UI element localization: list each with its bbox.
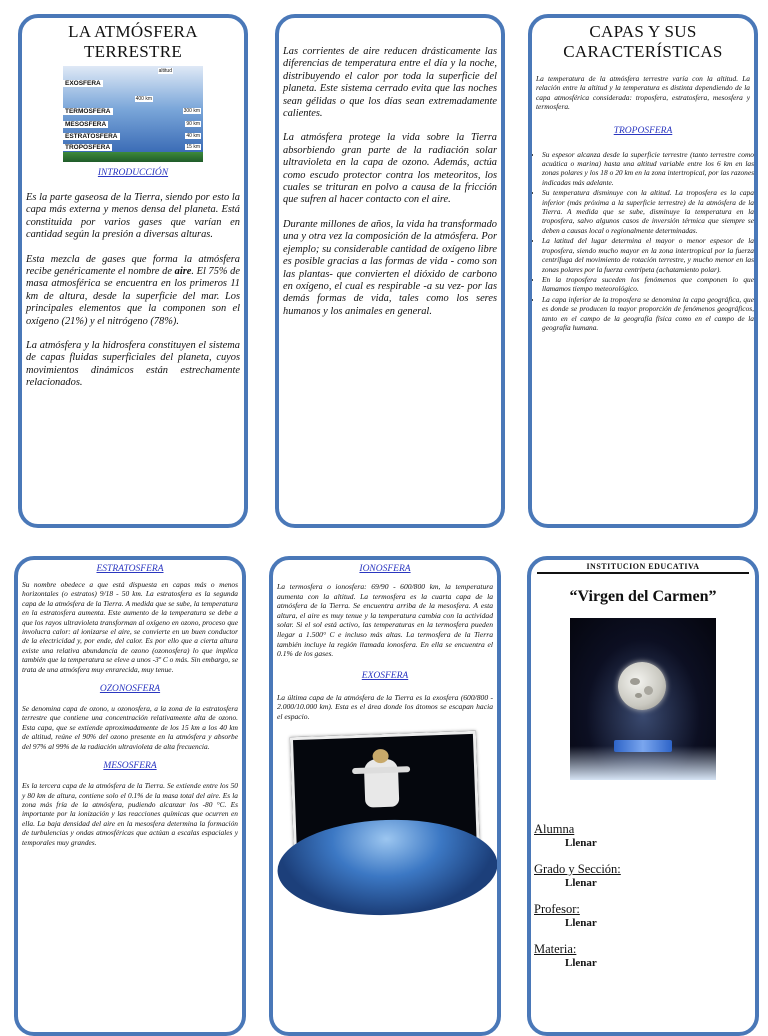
layer-troposfera: TROPOSFERA xyxy=(65,144,111,151)
layer-exosfera: EXOSFERA xyxy=(65,80,101,87)
layers-title-line-1: CAPAS Y SUS xyxy=(589,22,697,41)
heading-troposfera: TROPOSFERA xyxy=(613,125,673,136)
moon-photo xyxy=(570,618,716,780)
intro-paragraph-1: Es la parte gaseosa de la Tierra, siendo por esto la capa más externa y menos densa del planeta. Está constituida por varios gases que varían en cantidad según la presión a diversas alturas. xyxy=(26,192,240,241)
exosfera-text: La última capa de la atmósfera de la Tierra es la exosfera (600/800 - 2.000/10.000 km). Esta es el área donde los átomos se escapan hacia el espacio. xyxy=(277,692,493,721)
school-name: “Virgen del Carmen” xyxy=(569,588,717,605)
altitude-90: 90 km xyxy=(186,121,200,127)
panel-intro xyxy=(18,14,248,528)
student-fields xyxy=(531,822,755,969)
field-grado xyxy=(531,862,755,889)
title-line-2: TERRESTRE xyxy=(83,42,183,61)
heading-estratosfera: ESTRATOSFERA xyxy=(96,564,164,574)
list-item: • La capa inferior de la troposfera se denomina la capa geográfica, que es donde se producen la mayor proporción de fenómenos geográficos, tanto en el campo de la geografía física como en el campo de la geografía humana. xyxy=(542,295,754,333)
field-label: Profesor: xyxy=(534,902,580,916)
field-label: Grado y Sección: xyxy=(534,862,621,876)
astronaut-photo xyxy=(290,730,480,860)
heading-introduccion: INTRODUCCIÓN xyxy=(97,168,169,178)
institution-divider xyxy=(537,572,749,574)
intro-paragraph-3: La atmósfera y la hidrosfera constituyen el sistema de capas fluidas superficiales del planeta, cuyos movimientos dinámicos están estrechamente relacionados. xyxy=(26,340,240,389)
moon-icon xyxy=(618,662,666,710)
panel-layers xyxy=(528,14,758,528)
field-alumna xyxy=(531,822,755,849)
altitude-label: altitud xyxy=(158,68,172,74)
altitude-15: 15 km xyxy=(186,144,200,150)
troposfera-list xyxy=(532,150,754,333)
mesosfera-text: Es la tercera capa de la atmósfera de la Tierra. Se extiende entre los 50 y 80 km de altura, contiene solo el 0.1% de la masa total del aire. Es la zona más fría de la atmósfera, pudiendo alcanzar los -80 °C. Es importante por la ionización y las reacciones químicas que ocurren en ella. La baja densidad del aire en la mesosfera determina la formación de turbulencias y ondas atmosféricas que actúan a escalas espaciales y temporales muy grandes. xyxy=(22,781,238,847)
altitude-300: 300 km xyxy=(183,108,200,114)
atmosphere-layers-diagram xyxy=(63,66,203,162)
list-item: • En la troposfera suceden los fenómenos que componen lo que llamamos tiempo meteorológico. xyxy=(542,275,754,294)
heading-ozonosfera: OZONOSFERA xyxy=(99,684,161,695)
field-label: Materia: xyxy=(534,942,577,956)
institution-label: INSTITUCION EDUCATIVA xyxy=(586,562,700,571)
panel-ionosphere xyxy=(269,556,501,1036)
layers-title-line-2: CARACTERÍSTICAS xyxy=(563,42,723,61)
estratosfera-text: Su nombre obedece a que está dispuesta en capas más o menos horizontales (o estratos) 9/18 - 50 km. La estratosfera es la segunda capa de la atmósfera de la Tierra. A medida que se sube, la temperatura en la estratosfera aumenta. Este aumento de la temperatura se debe a que los rayos ultravioleta transforman al oxígeno en ozono, proceso que involucra calor: al ionizarse el aire, se convierte en un buen conductor de la electricidad y, por ende, del calor. Es por ello que a cierta altura existe una relativa abundancia de ozono (ozonosfera) lo que implica también que la temperatura se eleve a unos -3º C o más. Sin embargo, se trata de una atmósfera muy enrarecida, muy tenue. xyxy=(22,580,238,674)
panel-protection xyxy=(275,14,505,528)
panel-stratosphere xyxy=(14,556,246,1036)
intro-paragraph-2-a: Esta mezcla de gases que forma la atmósfera recibe genéricamente el nombre de xyxy=(26,253,240,278)
protection-paragraph-2: La atmósfera protege la vida sobre la Tierra absorbiendo gran parte de la radiación solar ultravioleta en la capa de ozono. Además, actúa como escudo protector contra los meteoritos, los cuales se trituran en polvo a causa de la fricción que sufren al hacer contacto con el aire. xyxy=(283,132,497,206)
photo-caption-logo xyxy=(614,740,672,752)
heading-ionosfera: IONOSFERA xyxy=(359,564,411,574)
heading-mesosfera: MESOSFERA xyxy=(103,761,157,772)
layers-intro: La temperatura de la atmósfera terrestre varía con la altitud. La relación entre la altitud y la temperatura es distinta dependiendo de la capa atmosférica considerada: troposfera, estratosfera, mesosfera y termosfera. xyxy=(536,74,750,112)
intro-paragraph-2 xyxy=(26,254,240,328)
layers-title xyxy=(538,22,748,62)
field-value: Llenar xyxy=(565,877,597,889)
heading-exosfera: EXOSFERA xyxy=(361,670,409,681)
field-value: Llenar xyxy=(565,837,597,849)
title-line-1: LA ATMÓSFERA xyxy=(68,22,198,41)
panel-cover xyxy=(527,556,759,1036)
ozonosfera-text: Se denomina capa de ozono, u ozonosfera, a la zona de la estratosfera terrestre que contiene una concentración relativamente alta de ozono. Esta capa, que se extiende aproximadamente de los 15 km a los 40 km de altitud, reúne el 90% del ozono presente en la atmósfera y absorbe del 97% al 99% de la radiación ultravioleta de alta frecuencia. xyxy=(22,704,238,751)
aire-emphasis: aire xyxy=(174,266,192,278)
ionosfera-text: La termosfera o ionosfera: 69/90 - 600/800 km, la temperatura aumenta con la altitud. La termosfera es la cuarta capa de la atmósfera de la Tierra. Se encuentra arriba de la mesosfera. A esta altura, el aire es muy tenue y la temperatura cambia con la actividad solar. Si el sol está activo, las temperaturas en la termosfera pueden llegar a 1.500° C e incluso más altas. La termosfera de la Tierra también incluye la región llamada ionosfera. En ella se encuentra el 0.1% de los gases. xyxy=(277,582,493,659)
layer-estratosfera: ESTRATOSFERA xyxy=(65,133,118,140)
earth-surface xyxy=(63,152,203,162)
field-profesor xyxy=(531,902,755,929)
list-item: • Su espesor alcanza desde la superficie terrestre (tanto terrestre como acuática o marina) hasta una altitud variable entre los 6 km en las zonas polares y los 18 o 20 km en la zona intertropical, por las razones indicadas más adelante. xyxy=(542,150,754,188)
list-item: • Su temperatura disminuye con la altitud. La troposfera es la capa inferior (más próxima a la superficie terrestre) de la atmósfera de la Tierra. A medida que se sube, disminuye la temperatura en la troposfera, salvo algunos casos de inversión térmica que siempre se deben a causas local o regionalmente determinadas. xyxy=(542,188,754,235)
protection-paragraph-1: Las corrientes de aire reducen drásticamente las diferencias de temperatura entre el día y la noche, distribuyendo el calor por toda la superficie del planeta. Este sistema cerrado evita que las noches sean gélidas o que los días sean extremadamente calientes. xyxy=(283,46,497,120)
list-item: • La latitud del lugar determina el mayor o menor espesor de la troposfera, siendo mucho mayor en la zona intertropical por la fuerza centrífuga del movimiento de rotación terrestre, y mucho menor en las zonas polares por la fuerza centrípeta (achatamiento polar). xyxy=(542,236,754,274)
field-label: Alumna xyxy=(534,822,575,836)
field-value: Llenar xyxy=(565,957,597,969)
earth-horizon xyxy=(276,816,499,919)
protection-paragraph-3: Durante millones de años, la vida ha transformado una y otra vez la composición de la atmósfera. Por ejemplo; su considerable cantidad de oxígeno libre es posible gracias a las formas de vida - como son las plantas- que convierten el dióxido de carbono en oxígeno, el cual es respirable -a su vez- por las demás formas de vida, tales como los seres humanos y los animales en general. xyxy=(283,218,497,317)
field-materia xyxy=(531,942,755,969)
intro-title xyxy=(28,22,238,62)
intro-paragraph-2-c: . El 75% de masa atmosférica se encuentra en los primeros 11 km de altura, desde la superficie del mar. Los principales elementos que la componen son el oxígeno (21%) y el nitrógeno (78%). xyxy=(26,266,240,327)
astronaut-figure xyxy=(364,758,400,807)
field-value: Llenar xyxy=(565,917,597,929)
layer-mesosfera: MESOSFERA xyxy=(65,121,107,128)
altitude-400: 400 km xyxy=(135,96,152,102)
layer-termosfera: TERMOSFERA xyxy=(65,108,111,115)
altitude-40: 40 km xyxy=(186,133,200,139)
